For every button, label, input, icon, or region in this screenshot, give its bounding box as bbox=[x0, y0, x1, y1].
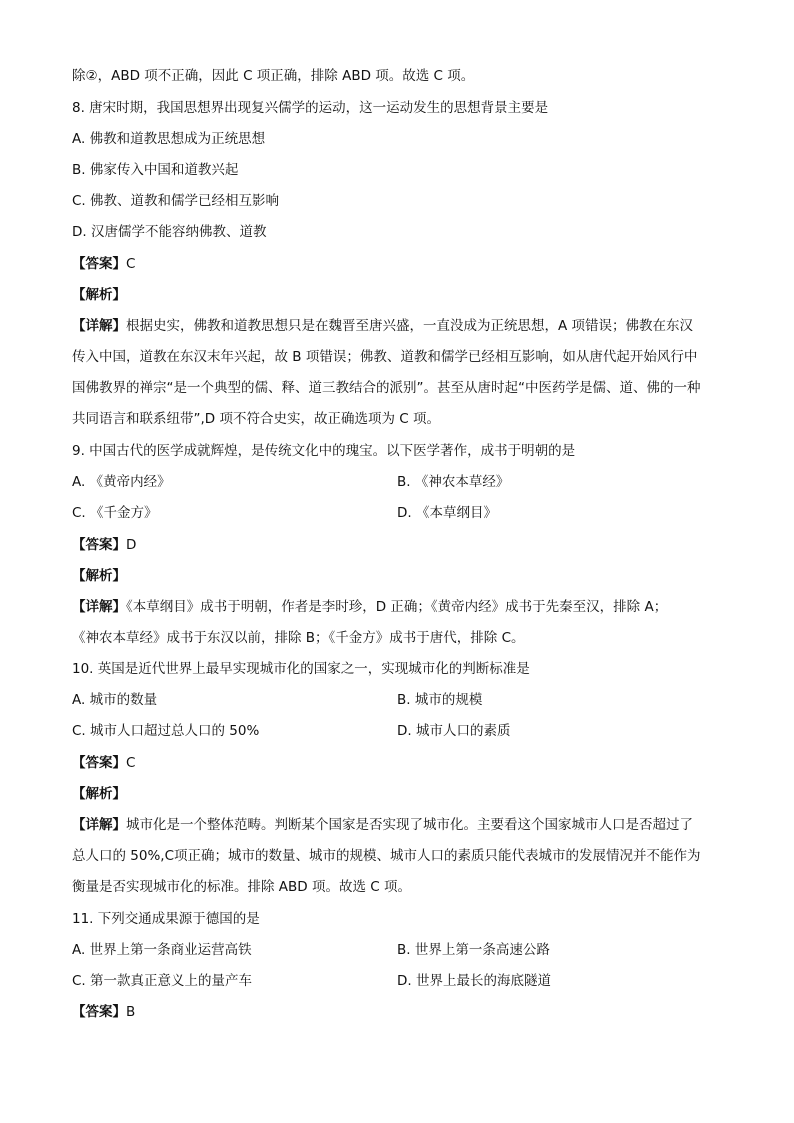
q11-stem: 11. 下列交通成果源于德国的是 bbox=[72, 911, 260, 927]
q10-option-a: A. 城市的数量 bbox=[72, 692, 158, 708]
q10-stem: 10. 英国是近代世界上最早实现城市化的国家之一，实现城市化的判断标准是 bbox=[72, 661, 530, 677]
q11-option-c: C. 第一款真正意义上的量产车 bbox=[72, 973, 253, 989]
q8-analysis-label: 【解析】 bbox=[72, 287, 126, 303]
q9-detail-text-1: 《本草纲目》成书于明朝，作者是李时珍，D 正确；《黄帝内经》成书于先秦至汉，排除 A； bbox=[126, 599, 668, 615]
prev-detail-tail: 除②，ABD 项不正确，因此 C 项正确，排除 ABD 项。故选 C 项。 bbox=[72, 68, 475, 84]
q11-option-b: B. 世界上第一条高速公路 bbox=[397, 942, 550, 958]
q10-detail-line-2: 总人口的 50%,C项正确；城市的数量、城市的规模、城市人口的素质只能代表城市的发展情况并不能作为 bbox=[72, 848, 701, 864]
q8-detail-line-3: 国佛教界的禅宗“是一个典型的儒、释、道三教结合的派别”。甚至从唐时起“中医药学是儒、道、佛的一种 bbox=[72, 380, 701, 396]
q10-analysis-label: 【解析】 bbox=[72, 786, 126, 802]
q10-answer bbox=[72, 754, 135, 772]
q10-detail-text-1: 城市化是一个整体范畴。判断某个国家是否实现了城市化。主要看这个国家城市人口是否超过了 bbox=[126, 817, 693, 833]
q10-detail-tag: 【详解】 bbox=[72, 817, 126, 833]
q9-detail-line-1 bbox=[72, 598, 667, 616]
q10-option-b: B. 城市的规模 bbox=[397, 692, 483, 708]
q11-answer bbox=[72, 1003, 135, 1021]
q8-answer bbox=[72, 255, 135, 273]
q11-answer-tag: 【答案】 bbox=[72, 1004, 126, 1020]
q9-detail-tag: 【详解】 bbox=[72, 599, 126, 615]
q8-detail-line-4: 共同语言和联系纽带”,D 项不符合史实，故正确选项为 C 项。 bbox=[72, 411, 440, 427]
q9-answer-value: D bbox=[126, 537, 137, 553]
q11-option-d: D. 世界上最长的海底隧道 bbox=[397, 973, 551, 989]
q10-analysis-tag bbox=[72, 785, 126, 803]
q9-stem: 9. 中国古代的医学成就辉煌，是传统文化中的瑰宝。以下医学著作，成书于明朝的是 bbox=[72, 443, 576, 459]
q9-detail-line-2: 《神农本草经》成书于东汉以前，排除 B；《千金方》成书于唐代，排除 C。 bbox=[72, 630, 525, 646]
q9-answer bbox=[72, 536, 136, 554]
q8-analysis-tag bbox=[72, 286, 126, 304]
q8-detail-tag: 【详解】 bbox=[72, 318, 126, 334]
q8-option-d: D. 汉唐儒学不能容纳佛教、道教 bbox=[72, 224, 267, 240]
q9-option-a: A. 《黄帝内经》 bbox=[72, 474, 171, 490]
q11-answer-value: B bbox=[126, 1004, 136, 1020]
q9-option-c: C. 《千金方》 bbox=[72, 505, 158, 521]
q9-analysis-tag bbox=[72, 567, 126, 585]
q8-detail-text-1: 根据史实，佛教和道教思想只是在魏晋至唐兴盛，一直没成为正统思想，A 项错误；佛教在东汉 bbox=[126, 318, 694, 334]
q9-answer-tag: 【答案】 bbox=[72, 537, 126, 553]
q8-option-c: C. 佛教、道教和儒学已经相互影响 bbox=[72, 193, 280, 209]
q8-detail-line-2: 传入中国，道教在东汉末年兴起，故 B 项错误；佛教、道教和儒学已经相互影响，如从唐代起开始风行中 bbox=[72, 349, 698, 365]
q11-option-a: A. 世界上第一条商业运营高铁 bbox=[72, 942, 252, 958]
q10-option-c: C. 城市人口超过总人口的 50% bbox=[72, 723, 260, 739]
q8-answer-tag: 【答案】 bbox=[72, 256, 126, 272]
q9-analysis-label: 【解析】 bbox=[72, 568, 126, 584]
q8-option-b: B. 佛家传入中国和道教兴起 bbox=[72, 162, 239, 178]
q10-option-d: D. 城市人口的素质 bbox=[397, 723, 511, 739]
q8-stem: 8. 唐宋时期，我国思想界出现复兴儒学的运动，这一运动发生的思想背景主要是 bbox=[72, 100, 549, 116]
q8-option-a: A. 佛教和道教思想成为正统思想 bbox=[72, 131, 266, 147]
q9-option-b: B. 《神农本草经》 bbox=[397, 474, 510, 490]
q10-answer-value: C bbox=[126, 755, 136, 771]
q10-detail-line-3: 衡量是否实现城市化的标准。排除 ABD 项。故选 C 项。 bbox=[72, 879, 411, 895]
q9-option-d: D. 《本草纲目》 bbox=[397, 505, 497, 521]
q8-answer-value: C bbox=[126, 256, 136, 272]
q10-detail-line-1 bbox=[72, 816, 693, 834]
q8-detail-line-1 bbox=[72, 317, 693, 335]
q10-answer-tag: 【答案】 bbox=[72, 755, 126, 771]
